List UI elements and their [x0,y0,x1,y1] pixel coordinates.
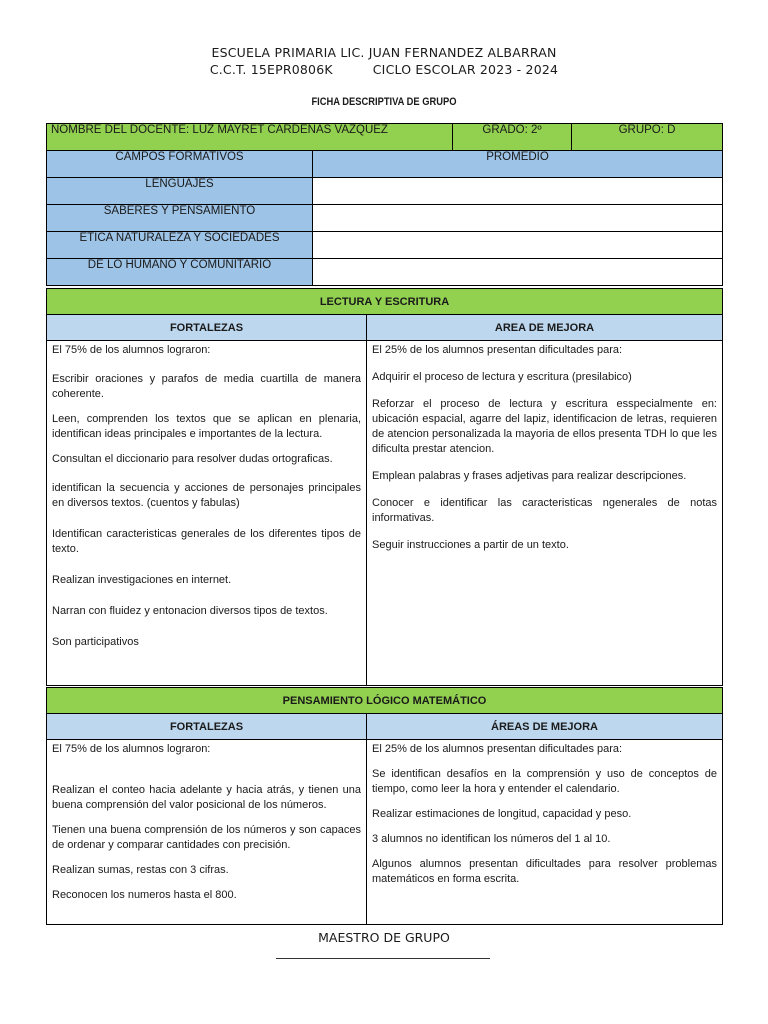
lectura-fortalezas-list [47,341,367,686]
campos-header: CAMPOS FORMATIVOS [47,151,313,178]
matematico-mejora-title: ÁREAS DE MEJORA [367,714,723,740]
campo-humano: DE LO HUMANO Y COMUNITARIO [47,259,313,286]
campo-etica: ETICA NATURALEZA Y SOCIEDADES [47,232,313,259]
list-item: El 25% de los alumnos presentan dificultades para: [372,743,623,755]
lectura-mejora-list [367,341,723,686]
campo-lenguajes: LENGUAJES [47,178,313,205]
list-item: Se identifican desafíos en la comprensión y uso de conceptos de tiempo, como leer la hora y entender el calendario. [372,768,717,795]
campo-saberes: SABERES Y PENSAMIENTO [47,205,313,232]
list-item: Leen, comprenden los textos que se aplican en plenaria, identifican ideas principales e importantes de la lectura. [52,413,361,440]
school-name: ESCUELA PRIMARIA LIC. JUAN FERNANDEZ ALBARRAN [211,45,557,60]
list-item: Realizan investigaciones en internet. [52,574,232,586]
school-cycle: CICLO ESCOLAR 2023 - 2024 [372,62,559,77]
grade-cell: GRADO: 2º [453,124,572,151]
list-item: El 25% de los alumnos presentan dificultades para: [372,344,623,356]
list-item: Adquirir el proceso de lectura y escritura (presilabico) [372,371,632,383]
matematico-mejora-list [367,740,723,925]
promedio-etica [313,232,723,259]
list-item: Realizan sumas, restas con 3 cifras. [52,864,229,876]
matematico-fortalezas-list [47,740,367,925]
promedio-lenguajes [313,178,723,205]
signature-line [276,958,490,959]
group-cell: GRUPO: D [572,124,723,151]
info-table [46,123,723,286]
list-item: Algunos alumnos presentan dificultades para resolver problemas matemáticos en forma escrita. [372,858,717,885]
list-item: 3 alumnos no identifican los números del 1 al 10. [372,833,611,845]
promedio-saberes [313,205,723,232]
list-item: Escribir oraciones y parafos de media cuartilla de manera coherente. [52,373,361,400]
lectura-title: LECTURA Y ESCRITURA [47,289,723,315]
matematico-table [46,687,723,925]
list-item: El 75% de los alumnos lograron: [52,344,211,356]
list-item: Son participativos [52,636,139,648]
document-title: FICHA DESCRIPTIVA DE GRUPO [311,96,457,108]
matematico-fortalezas-title: FORTALEZAS [47,714,367,740]
list-item: Realizan el conteo hacia adelante y hacia atrás, y tienen una buena comprensión del valor posicional de los números. [52,784,361,811]
list-item: identifican la secuencia y acciones de personajes principales en diversos textos. (cuentos y fabulas) [52,482,361,509]
matematico-title: PENSAMIENTO LÓGICO MATEMÁTICO [47,688,723,714]
teacher-name-cell: NOMBRE DEL DOCENTE: LUZ MAYRET CARDENAS VAZQUEZ [47,124,453,151]
lectura-mejora-title: AREA DE MEJORA [367,315,723,341]
list-item: Identifican caracteristicas generales de los diferentes tipos de texto. [52,528,361,555]
list-item: Emplean palabras y frases adjetivas para realizar descripciones. [372,470,687,482]
promedio-humano [313,259,723,286]
lectura-table [46,288,723,686]
list-item: Reconocen los numeros hasta el 800. [52,889,237,901]
list-item: Narran con fluidez y entonacion diversos tipos de textos. [52,605,328,617]
list-item: Consultan el diccionario para resolver dudas ortograficas. [52,453,333,465]
list-item: Realizar estimaciones de longitud, capacidad y peso. [372,808,632,820]
lectura-fortalezas-title: FORTALEZAS [47,315,367,341]
list-item: El 75% de los alumnos lograron: [52,743,211,755]
promedio-header: PROMEDIO [313,151,723,178]
school-cct-cycle [0,62,768,77]
list-item: Tienen una buena comprensión de los números y son capaces de ordenar y comparar cantidades con precisión. [52,824,361,851]
list-item: Conocer e identificar las caracteristicas ngenerales de notas informativas. [372,497,717,524]
signature-title: MAESTRO DE GRUPO [318,930,450,945]
list-item: Reforzar el proceso de lectura y escritura esspecialmente en: ubicación espacial, agarre del lapiz, identificacion de letras, requieren de atencion personalizada la mayoria de ellos presenta TDH lo que les dificulta prestar atencion. [372,398,717,455]
school-cct: C.C.T. 15EPR0806K [209,62,333,77]
list-item: Seguir instrucciones a partir de un texto. [372,539,569,551]
